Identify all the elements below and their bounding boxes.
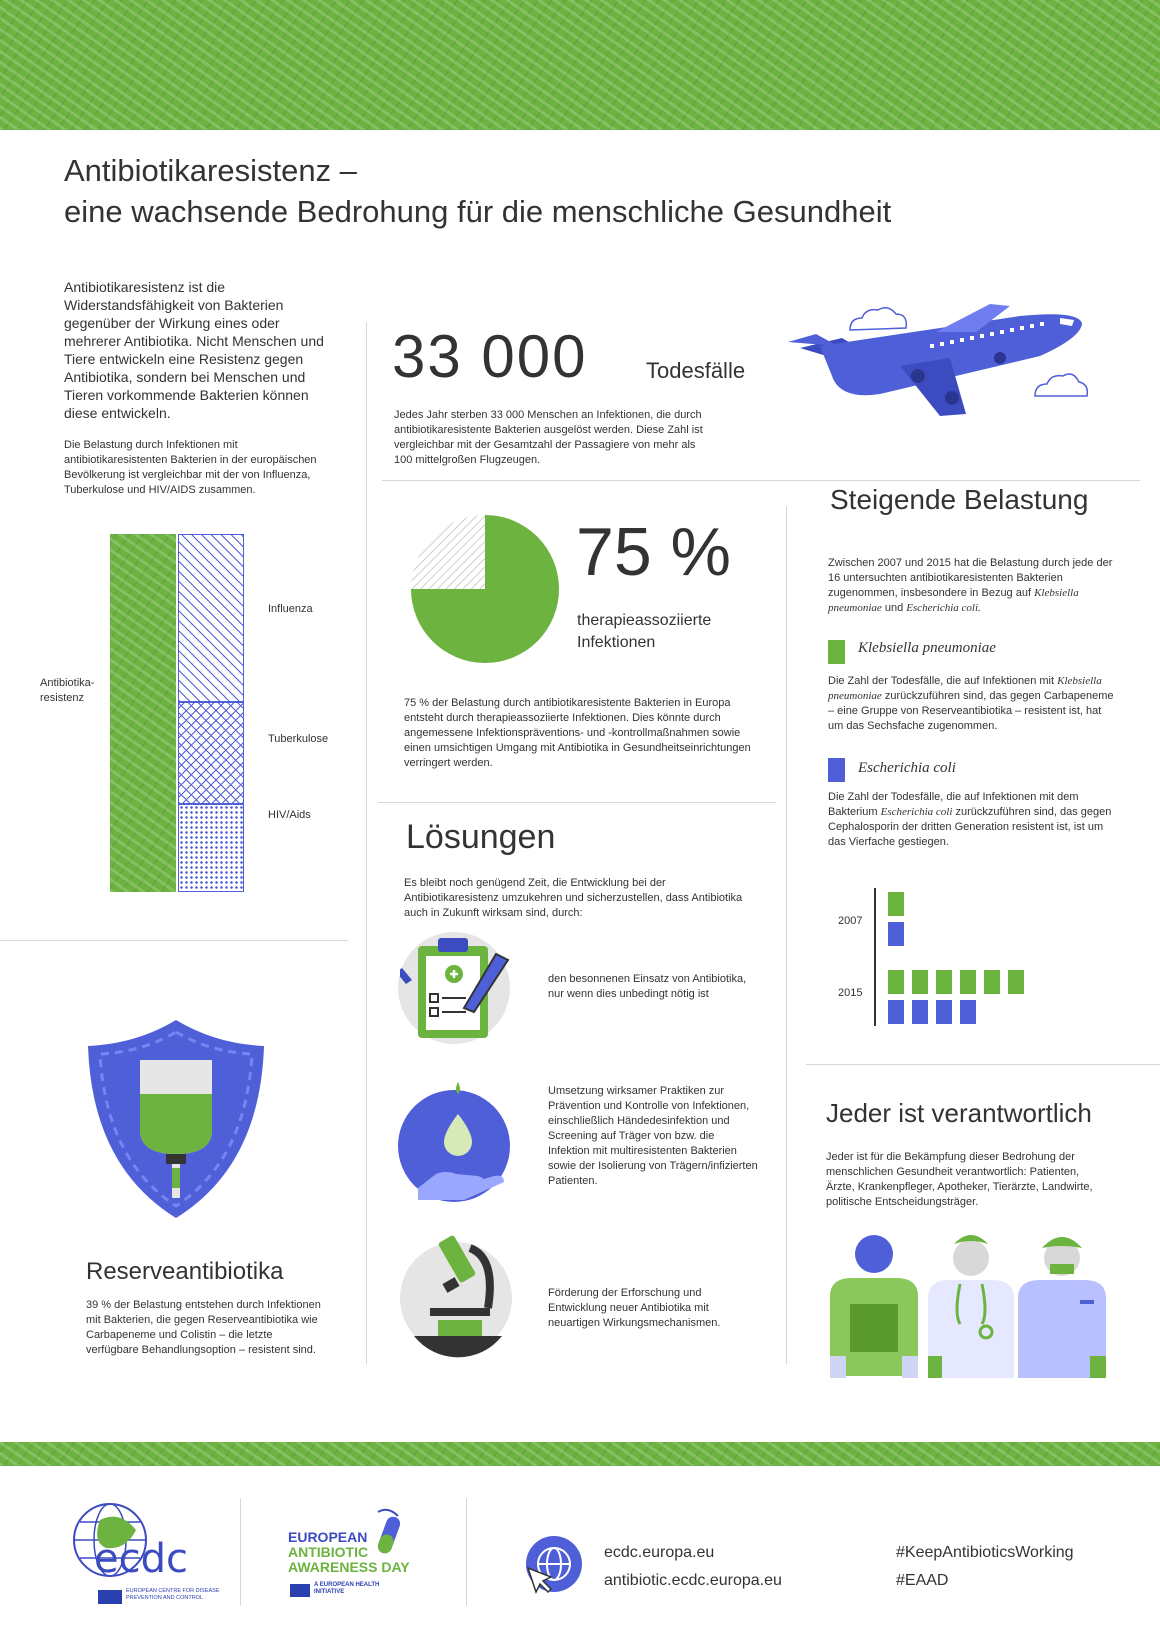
kp-text-it: Klebsiella pneumoniae [828, 675, 1102, 702]
kp-2015-bar-4 [960, 970, 976, 994]
year-2015: 2015 [838, 987, 863, 999]
clipboard-icon [400, 932, 530, 1050]
deaths-text: Jedes Jahr sterben 33 000 Menschen an Infektionen, die durch antibiotikaresistente Bakterien ausgelöst werden. Diese Zahl ist vergleichbar mit der Gesamtzahl der Passagiere von mehr als 100 mittelgroßen Flugzeugen. [394, 409, 703, 466]
hiv-aids-segment [178, 804, 244, 892]
kp-2007-bar-1 [888, 892, 904, 916]
rising-intro-kp: Klebsiella pneumoniae [828, 587, 1079, 614]
rising-intro-and: und [884, 602, 904, 614]
responsible-heading: Jeder ist verantwortlich [826, 1098, 1092, 1128]
kp-text-b: zurückzuführen sind, das gegen Carbapeneme – eine Gruppe von Reserveantibiotika – resistent ist, hat um das Sechsfache zugenommen. [828, 690, 1114, 732]
intro-definition: Antibiotikaresistenz ist die Widerstandsfähigkeit von Bakterien gegenüber der Wirkung eines oder mehrerer Antibiotika. Nicht Menschen und Tiere entwickeln eine Resistenz gegen Antibiotika, sondern bei Menschen und Tieren vorkommende Bakterien können diese entwickeln. [64, 279, 324, 421]
solutions-heading: Lösungen [406, 818, 556, 856]
kp-2015-bar-6 [1008, 970, 1024, 994]
eaad-eu-flag-icon [290, 1584, 310, 1597]
healthcare-label: therapieassoziierte Infektionen [577, 612, 712, 651]
reserve-text: 39 % der Belastung entstehen durch Infektionen mit Bakterien, die gegen Reserveantibiotika wie Carbapeneme und Colistin – die letzte verfügbare Behandlungsoption – resistent sind. [86, 1299, 321, 1356]
tuberculosis-segment [178, 702, 244, 804]
eu-flag-icon [98, 1590, 122, 1604]
people-illustration [826, 1234, 1116, 1378]
ec-text-a: Die Zahl der Todesfälle, die auf Infektionen mit dem Bakterium [828, 791, 1079, 818]
healthcare-text: 75 % der Belastung durch antibiotikaresistente Bakterien in Europa entsteht durch therapieassoziierte Infektionen. Dies könnte durch angemessene Infektionspräventions- und -kontrollmaßnahmen sowie einen umsichtigen Umgang mit Antibiotika in Gesundheitseinrichtungen verringert werden. [404, 697, 751, 769]
intro-comparison: Die Belastung durch Infektionen mit antibiotikaresistenten Bakterien in der europäischen Bevölkerung ist vergleichbar mit der von Influenza, Tuberkulose und HIV/AIDS zusammen. [64, 439, 317, 496]
ecdc-logo: ecdc [94, 1536, 188, 1582]
page-title-line2: eine wachsende Bedrohung für die menschliche Gesundheit [64, 194, 892, 229]
page-title [64, 150, 1124, 232]
kp-2015-bar-3 [936, 970, 952, 994]
reserve-heading: Reserveantibiotika [86, 1258, 284, 1285]
eaad-line1: EUROPEAN [288, 1529, 368, 1545]
nurse-icon [928, 1235, 1014, 1378]
deaths-unit: Todesfälle [646, 358, 746, 383]
healthcare-percent: 75 % [576, 514, 731, 590]
solutions-intro: Es bleibt noch genügend Zeit, die Entwicklung bei der Antibiotikaresistenz umzukehren und sicherzustellen, dass Antibiotika auch in Zukunft wirksam sind, durch: [404, 877, 743, 919]
ec-2007-bar-1 [888, 922, 904, 946]
solution-item-3: Förderung der Erforschung und Entwicklung neuer Antibiotika mit neuartigen Wirkungsmechanismen. [548, 1287, 721, 1329]
ec-2015-bar-2 [912, 1000, 928, 1024]
ec-text-it: Escherichia coli [880, 806, 953, 818]
page-title-line1: Antibiotikaresistenz – [64, 153, 357, 188]
footer-divider-2 [466, 1498, 467, 1606]
ec-2015-bar-4 [960, 1000, 976, 1024]
shield-icon [86, 1018, 266, 1220]
ec-text-b: zurückzuführen sind, das gegen Cephalosporin der dritten Generation resistent ist, ist um das Vierfache gestiegen. [828, 806, 1112, 848]
kp-text [828, 674, 1118, 734]
rising-intro [828, 556, 1118, 616]
ec-text [828, 790, 1118, 850]
responsible-divider [806, 1064, 1160, 1065]
antibiotic-resistance-label: Antibiotika- resistenz [40, 677, 95, 704]
ec-2015-bar-1 [888, 1000, 904, 1024]
hashtag-eaad[interactable]: #EAAD [896, 1572, 949, 1589]
hashtag-keep-antibiotics-working[interactable]: #KeepAntibioticsWorking [896, 1544, 1074, 1561]
kp-swatch [828, 640, 845, 664]
burden-chart [40, 532, 340, 894]
bottom-banner [0, 1442, 1160, 1466]
right-vline [786, 506, 787, 1364]
year-2007: 2007 [838, 915, 863, 927]
ec-legend-label: Escherichia coli [858, 760, 956, 776]
eaad-line2: ANTIBIOTIC [288, 1544, 369, 1560]
eaad-sub: A EUROPEAN HEALTH INITIATIVE [314, 1582, 380, 1595]
rising-intro-ec: Escherichia coli. [906, 602, 981, 614]
airplane-illustration [780, 296, 1100, 430]
hiv-aids-label: HIV/Aids [268, 809, 311, 821]
kp-2015-bar-1 [888, 970, 904, 994]
responsible-text: Jeder ist für die Bekämpfung dieser Bedrohung der menschlichen Gesundheit verantwortlich: Patienten, Ärzte, Krankenpfleger, Apotheker, Tierärzte, Landwirte, politische Entscheidungsträger. [826, 1151, 1093, 1208]
ec-2015-bar-3 [936, 1000, 952, 1024]
deaths-divider [382, 480, 1140, 481]
hand-drop-icon [398, 1076, 512, 1206]
deaths-number: 33 000 [392, 323, 588, 390]
farmer-icon [830, 1235, 918, 1378]
influenza-segment [178, 534, 244, 702]
ecdc-sub: EUROPEAN CENTRE FOR DISEASE PREVENTION AND CONTROL [126, 1588, 220, 1601]
rising-heading: Steigende Belastung [830, 484, 1089, 515]
eaad-line3: AWARENESS DAY [288, 1559, 410, 1575]
left-divider [0, 940, 348, 941]
solution-item-1: den besonnenen Einsatz von Antibiotika, nur wenn dies unbedingt nötig ist [548, 973, 747, 1000]
kp-2015-bar-2 [912, 970, 928, 994]
kp-2015-bar-5 [984, 970, 1000, 994]
chart-axis [874, 888, 876, 1026]
globe-cursor-icon [522, 1534, 586, 1598]
top-banner [0, 0, 1160, 130]
vet-icon [1018, 1237, 1106, 1378]
ec-swatch [828, 758, 845, 782]
rising-intro-text: Zwischen 2007 und 2015 hat die Belastung durch jede der 16 untersuchten antibiotikaresistenten Bakterien zugenommen, insbesondere in Bezug auf [828, 557, 1113, 599]
footer-divider-1 [240, 1498, 241, 1606]
url-antibiotic[interactable]: antibiotic.ecdc.europa.eu [604, 1572, 782, 1589]
airplane-icon [788, 304, 1082, 416]
kp-legend-label: Klebsiella pneumoniae [858, 640, 996, 656]
microscope-icon [400, 1228, 516, 1358]
mid-vline [366, 322, 367, 1364]
kp-text-a: Die Zahl der Todesfälle, die auf Infektionen mit [828, 675, 1055, 687]
multiplier-chart [830, 888, 1050, 1028]
solution-item-2: Umsetzung wirksamer Praktiken zur Prävention und Kontrolle von Infektionen, einschließlich Händedesinfektion und Screening auf Träger von bzw. die Infektion mit multiresistenten Bakterien sowie der Isolierung von Trägern/infizierten Patienten. [548, 1085, 758, 1187]
solutions-divider [378, 802, 776, 803]
eaad-capsule-icon [368, 1508, 412, 1568]
influenza-label: Influenza [268, 603, 313, 615]
tuberculosis-label: Tuberkulose [268, 733, 329, 745]
healthcare-pie [410, 514, 560, 664]
url-ecdc[interactable]: ecdc.europa.eu [604, 1544, 715, 1561]
antibiotic-resistance-bar [110, 534, 176, 892]
